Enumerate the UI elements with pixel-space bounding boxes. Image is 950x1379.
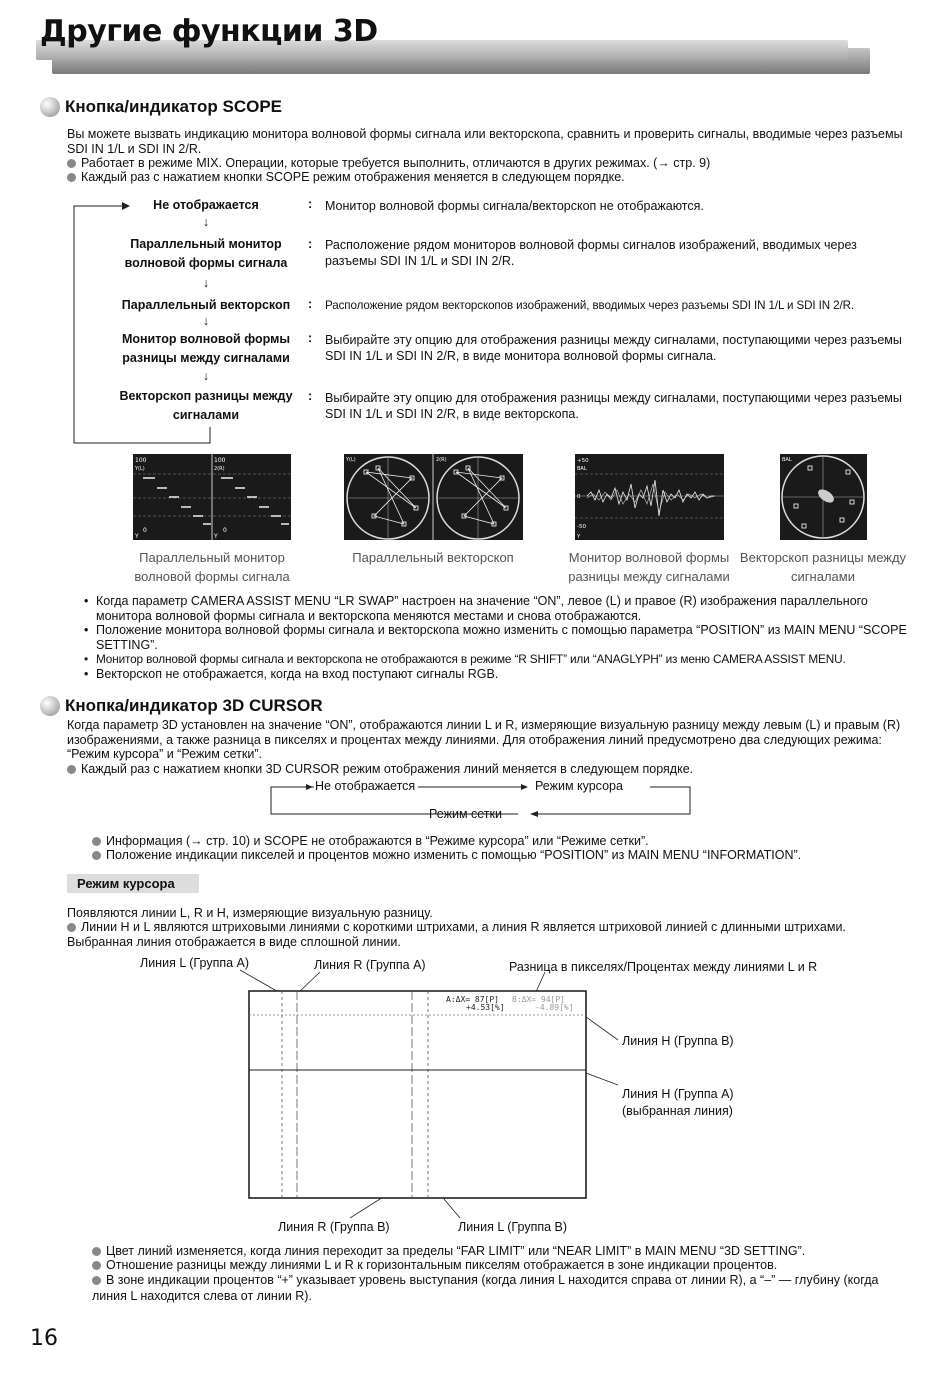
cursor-mode-intro: Появляются линии L, R и H, измеряющие визуальную разницу. [67, 906, 433, 920]
difference-vectorscope-image [780, 454, 867, 540]
wf-label-yr: 2(R) [214, 466, 225, 472]
label-line-r-group-b: Линия R (Группа B) [278, 1220, 390, 1234]
label-line-l-group-b: Линия L (Группа B) [458, 1220, 568, 1234]
seq-label-1: Параллельный монитор волновой формы сигнала [124, 237, 288, 270]
cursor-note-1: Цвет линий изменяется, когда линия переходит за пределы “FAR LIMIT” или “NEAR LIMIT” в MAIN MENU “3D SETTING”. [92, 1244, 912, 1259]
cursor-heading: Кнопка/индикатор 3D CURSOR [40, 695, 323, 717]
bullet-ball-icon [40, 97, 60, 117]
cycle-cursor-mode: Режим курсора [535, 779, 623, 793]
cursor-intro: Когда параметр 3D установлен на значение “ON”, отображаются линии L и R, измеряющие визуальную разницу между левым (L) и правым (R) изображениями, а также разница в пикселях и процентах между линиями. Для отображения линий предусмотрено два следующих режима: “Режим курсора” и “Режим сетки”. [67, 718, 901, 761]
vs-label-r: 2(R) [436, 457, 447, 463]
scope-bullet-2: Каждый раз с нажатием кнопки SCOPE режим отображения меняется в следующем порядке. [67, 170, 907, 185]
cursor-bullet: Каждый раз с нажатием кнопки 3D CURSOR режим отображения линий меняется в следующем порядке. [67, 762, 907, 777]
seq-colon-0: : [308, 197, 313, 211]
seq-desc-4: Выбирайте эту опцию для отображения разницы между сигналами, поступающими через разъемы SDI IN 1/L и SDI IN 2/R, в виде векторскопа. [325, 391, 902, 421]
cursor-bullet-2a: Информация (→ стр. 10) и SCOPE не отображаются в “Режиме курсора” или “Режиме сетки”. [92, 834, 912, 849]
cursor-note-2: Отношение разницы между линиями L и R к горизонтальным пикселям отображается в зоне индикации процентов. [92, 1258, 912, 1273]
cycle-off: Не отображается [315, 779, 416, 793]
dw-label-m50: -50 [577, 524, 586, 530]
page-title: Другие функции 3D [40, 14, 378, 49]
seq-label-0: Не отображается [153, 198, 259, 212]
readout-a-pixels: A:ΔX= 87[P] [446, 995, 499, 1004]
readout-b-pixels: B:ΔX= 94[P] [512, 995, 565, 1004]
wf-label-y-r: Y [214, 533, 218, 540]
caption-difference-vectorscope: Векторскоп разницы между сигналами [739, 550, 907, 584]
seq-colon-1: : [308, 237, 313, 251]
dw-label-y: Y [577, 534, 581, 540]
label-line-h-group-a: Линия H (Группа A) [622, 1087, 734, 1101]
dv-label-bal: BAL [782, 457, 792, 463]
seq-desc-0: Монитор волновой формы сигнала/векторскоп не отображаются. [325, 199, 704, 213]
scope-note: • Когда параметр CAMERA ASSIST MENU “LR SWAP” настроен на значение “ON”, левое (L) и правое (R) изображения параллельного монитора волновой формы сигнала и векторскопа меняются местами и снова отображаются. [84, 594, 914, 623]
difference-waveform-image [575, 454, 724, 540]
seq-desc-2: Расположение рядом векторскопов изображений, вводимых через разъемы SDI IN 1/L и SDI IN 2/R. [325, 299, 855, 312]
page-number: 16 [30, 1326, 58, 1351]
wf-label-100-r: 100 [214, 457, 226, 464]
parallel-waveform-image [133, 454, 291, 540]
label-line-l-group-a: Линия L (Группа A) [140, 956, 250, 970]
caption-parallel-waveform: Параллельный монитор волновой формы сигнала [134, 550, 290, 584]
seq-arrow-0: ↓ [202, 215, 210, 229]
scope-note: • Положение монитора волновой формы сигнала и векторскопа можно изменить с помощью параметра “POSITION” из MAIN MENU “SCOPE SETTING”. [84, 623, 914, 652]
seq-arrow-3: ↓ [202, 369, 210, 383]
cycle-grid-mode: Режим сетки [429, 807, 502, 821]
cursor-diagram [240, 968, 840, 1218]
seq-arrow-2: ↓ [202, 314, 210, 328]
cursor-note-3: В зоне индикации процентов “+” указывает уровень выступания (когда линия L находится справа от линии R), а “–” — глубину (когда линия L находится слева от линии R). [92, 1272, 912, 1304]
wf-label-100-l: 100 [135, 457, 147, 464]
dw-label-0: 0 [577, 494, 581, 500]
scope-bullet-1: Работает в режиме MIX. Операции, которые требуется выполнить, отличаются в других режимах. (→ стр. 9) [67, 156, 907, 171]
label-pixel-percent-diff: Разница в пикселях/Процентах между линиями L и R [509, 960, 818, 974]
label-line-h-group-b: Линия H (Группа B) [622, 1034, 734, 1048]
scope-intro: Вы можете вызвать индикацию монитора волновой формы сигнала или векторскопа, сравнить и проверить сигналы, вводимые через разъемы SDI IN 1/L и SDI IN 2/R. [67, 127, 903, 156]
seq-arrow-1: ↓ [202, 276, 210, 290]
scope-note: • Векторскоп не отображается, когда на вход поступают сигналы RGB. [84, 667, 914, 682]
wf-label-0-l: 0 [143, 527, 147, 534]
wf-label-y-l: Y [135, 533, 139, 540]
scope-notes [84, 594, 914, 681]
seq-label-2: Параллельный векторскоп [121, 298, 291, 312]
cursor-mode-bullet: Линии H и L являются штриховыми линиями с короткими штрихами, а линия R является штриховой линией с длинными штрихами. Выбранная линия отображается в виде сплошной линии. [67, 920, 907, 949]
caption-difference-waveform: Монитор волновой формы разницы между сигналами [568, 550, 730, 584]
seq-colon-4: : [308, 389, 313, 403]
seq-label-3: Монитор волновой формы разницы между сигналами [121, 332, 291, 365]
seq-colon-3: : [308, 331, 313, 345]
scope-heading: Кнопка/индикатор SCOPE [40, 96, 282, 118]
seq-desc-1: Расположение рядом мониторов волновой формы сигналов изображений, вводимых через разъемы SDI IN 1/L и SDI IN 2/R. [325, 238, 857, 268]
readout-b-percent: -4.89[%] [535, 1003, 574, 1012]
seq-colon-2: : [308, 297, 313, 311]
label-line-r-group-a: Линия R (Группа A) [314, 958, 426, 972]
readout-a-percent: +4.53[%] [466, 1003, 505, 1012]
seq-label-4: Векторскоп разницы между сигналами [119, 389, 293, 422]
wf-label-0-r: 0 [223, 527, 227, 534]
bullet-ball-icon [40, 696, 60, 716]
caption-parallel-vectorscope: Параллельный векторскоп [352, 550, 514, 565]
cursor-mode-subheading: Режим курсора [67, 874, 199, 893]
label-selected-line: (выбранная линия) [622, 1104, 733, 1118]
dw-label-p50: +50 [577, 458, 589, 464]
parallel-vectorscope-image [344, 454, 523, 540]
dw-label-bal: BAL [577, 466, 587, 472]
wf-label-yl: Y(L) [135, 466, 145, 472]
cursor-bullet-2b: Положение индикации пикселей и процентов можно изменить с помощью “POSITION” из MAIN MENU “INFORMATION”. [92, 848, 912, 863]
scope-note: • Монитор волновой формы сигнала и векторскопа не отображаются в режиме “R SHIFT” или “ANAGLYPH” из меню CAMERA ASSIST MENU. [84, 652, 914, 667]
vs-label-l: Y(L) [346, 457, 356, 463]
seq-desc-3: Выбирайте эту опцию для отображения разницы между сигналами, поступающими через разъемы SDI IN 1/L и SDI IN 2/R, в виде монитора волновой формы сигнала. [325, 333, 902, 363]
